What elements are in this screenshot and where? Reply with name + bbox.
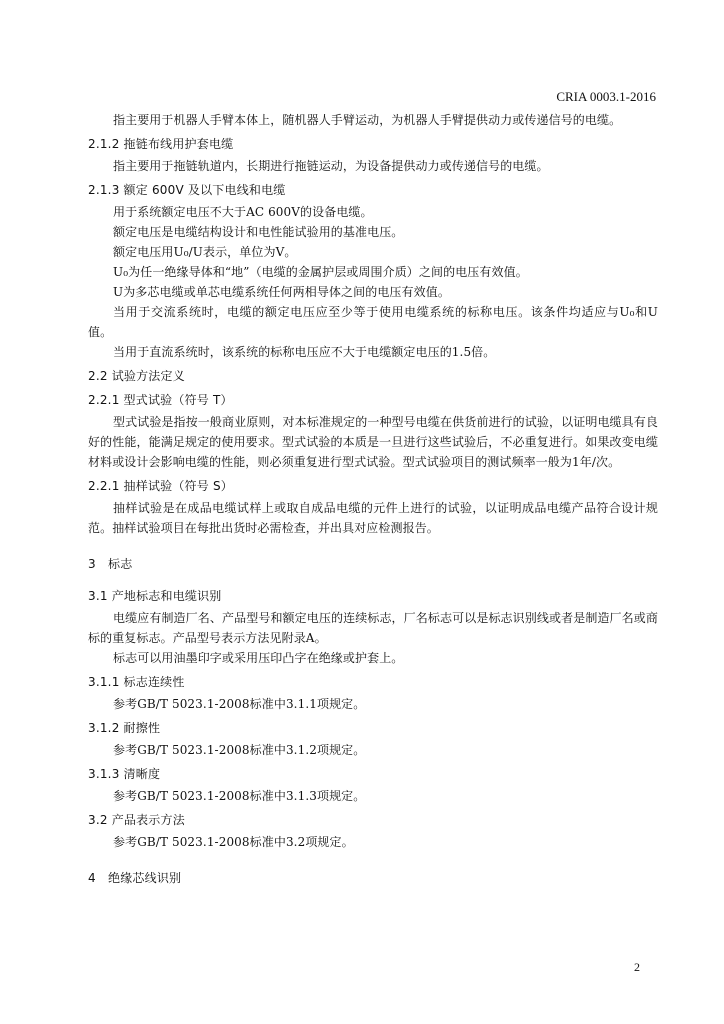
paragraph: 标志可以用油墨印字或采用压印凸字在绝缘或护套上。 [113, 651, 404, 665]
subsection-heading: 2.2 试验方法定义 [88, 369, 185, 383]
paragraph: 电缆应有制造厂名、产品型号和额定电压的连续标志，厂名标志可以是标志识别线或者是制造厂名或商标的重复标志。产品型号表示方法见附录A。 [88, 611, 658, 645]
subsection-heading: 3.1.2 耐擦性 [88, 721, 161, 735]
paragraph: 参考GB/T 5023.1-2008标准中3.1.1项规定。 [113, 697, 366, 711]
paragraph: 参考GB/T 5023.1-2008标准中3.1.2项规定。 [113, 743, 366, 757]
paragraph: 指主要用于机器人手臂本体上，随机器人手臂运动，为机器人手臂提供动力或传递信号的电缆。 [113, 113, 622, 127]
document-body [88, 110, 658, 900]
paragraph: U为多芯电缆或单芯电缆系统任何两相导体之间的电压有效值。 [113, 285, 450, 299]
paragraph: 参考GB/T 5023.1-2008标准中3.2项规定。 [113, 835, 354, 849]
paragraph: 当用于直流系统时，该系统的标称电压应不大于电缆额定电压的1.5倍。 [113, 345, 496, 359]
paragraph: 当用于交流系统时，电缆的额定电压应至少等于使用电缆系统的标称电压。该条件均适应与U₀和U值。 [88, 305, 658, 339]
paragraph: 额定电压用U₀/U表示，单位为V。 [113, 245, 297, 259]
subsection-heading: 3.1.1 标志连续性 [88, 675, 185, 689]
subsection-heading: 3.1.3 清晰度 [88, 767, 161, 781]
subsection-heading: 2.2.1 抽样试验（符号 S） [88, 479, 233, 493]
paragraph: 参考GB/T 5023.1-2008标准中3.1.3项规定。 [113, 789, 366, 803]
subsection-heading: 2.1.3 额定 600V 及以下电线和电缆 [88, 183, 286, 197]
page-number: 2 [634, 960, 640, 974]
subsection-heading: 2.1.2 拖链布线用护套电缆 [88, 137, 234, 151]
paragraph: U₀为任一绝缘导体和“地”（电缆的金属护层或周围介质）之间的电压有效值。 [113, 265, 528, 279]
subsection-heading: 3.1 产地标志和电缆识别 [88, 589, 222, 603]
paragraph: 额定电压是电缆结构设计和电性能试验用的基准电压。 [113, 225, 404, 239]
section-heading: 4 绝缘芯线识别 [88, 871, 182, 885]
paragraph: 用于系统额定电压不大于AC 600V的设备电缆。 [113, 205, 373, 219]
subsection-heading: 2.2.1 型式试验（符号 T） [88, 393, 233, 407]
paragraph: 抽样试验是在成品电缆试样上或取自成品电缆的元件上进行的试验，以证明成品电缆产品符合设计规范。抽样试验项目在每批出货时必需检查，并出具对应检测报告。 [88, 501, 658, 535]
subsection-heading: 3.2 产品表示方法 [88, 813, 185, 827]
section-heading: 3 标志 [88, 557, 133, 571]
document-id: CRIA 0003.1-2016 [556, 89, 656, 104]
paragraph: 型式试验是指按一般商业原则，对本标准规定的一种型号电缆在供货前进行的试验，以证明电缆具有良好的性能，能满足规定的使用要求。型式试验的本质是一旦进行这些试验后，不必重复进行。如果改变电缆材料或设计会影响电缆的性能，则必须重复进行型式试验。型式试验项目的测试频率一般为1年/次。 [88, 415, 658, 469]
paragraph: 指主要用于拖链轨道内，长期进行拖链运动，为设备提供动力或传递信号的电缆。 [113, 159, 549, 173]
